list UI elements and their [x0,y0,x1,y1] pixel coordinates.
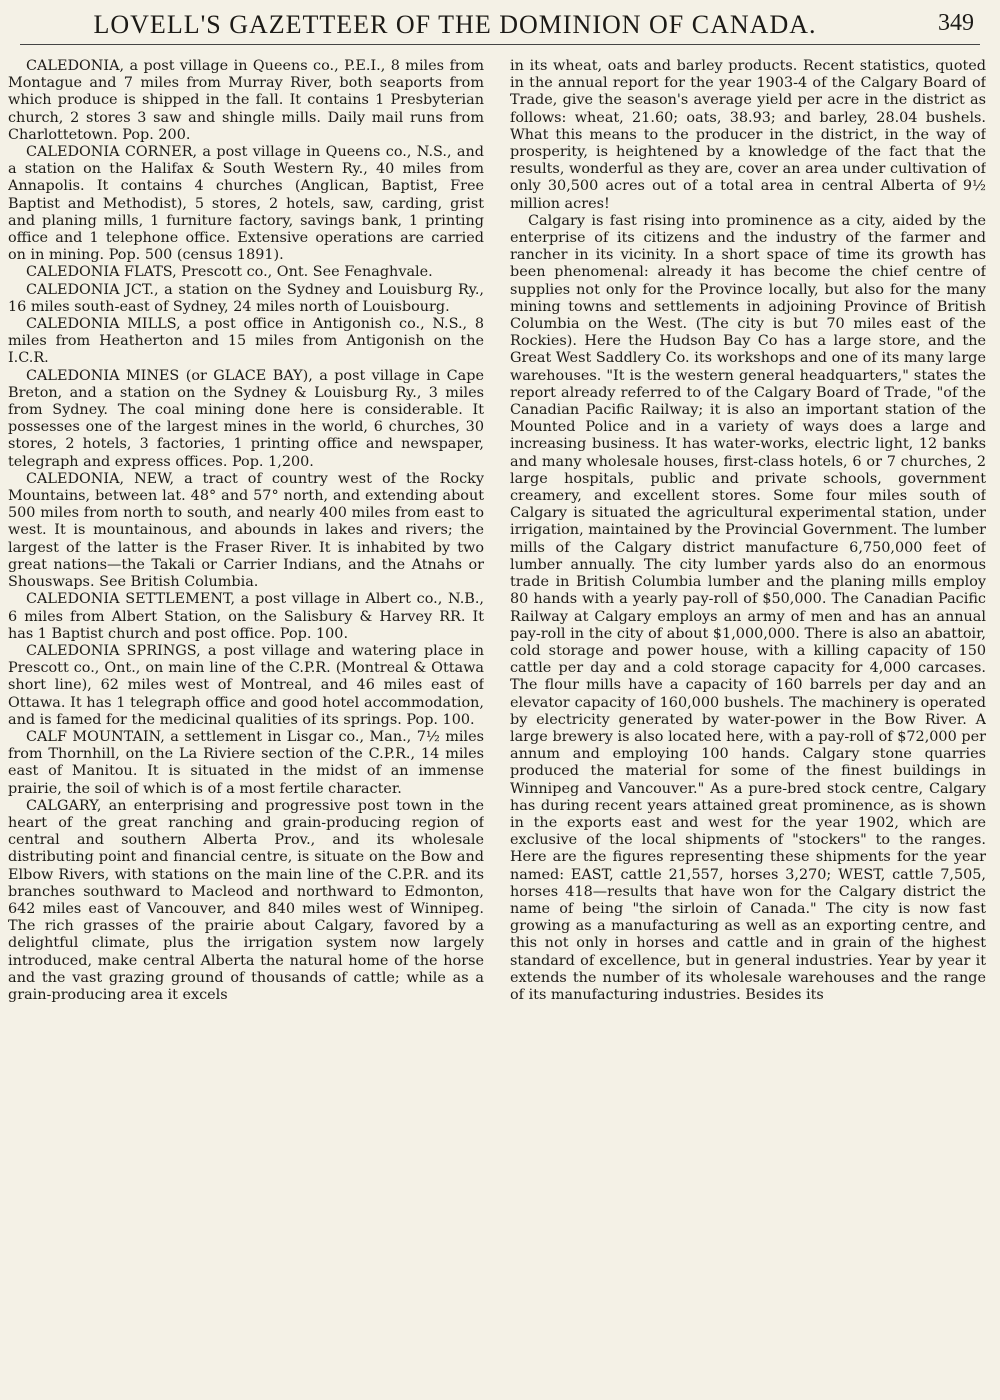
gazetteer-entry [8,144,484,264]
entry-text: , a tract of country west of the Rocky Mountains, between lat. 48° and 57° north, and extending about 500 miles from north to south, and nearly 400 miles from east to west. It is mountainous, and abounds in lakes and rivers; the largest of the latter is the Fraser River. It is inhabited by two great nations—the Takali or Carrier Indians, and the Atnahs or Shouswaps. See British Columbia. [8,470,484,591]
gazetteer-entry [8,58,484,144]
entry-text: , an enterprising and progressive post town in the heart of the great ranching and grain-producing region of central and southern Alberta Prov., and its wholesale distributing point and financial centre, is situate on the Bow and Elbow Rivers, with stations on the main line of the C.P.R. and its branches southward to Macleod and northward to Edmonton, 642 miles east of Vancouver, and 840 miles west of Winnipeg. The rich grasses of the prairie about Calgary, favored by a delightful climate, plus the irrigation system now largely introduced, make central Alberta the natural home of the horse and the vast grazing ground of thousands of cattle; while as a grain-producing area it excels [8,797,484,1003]
entry-headword: CALEDONIA FLATS [26,264,173,281]
entry-headword: CALEDONIA, NEW [26,470,170,487]
gazetteer-entry [8,643,484,729]
entry-text: , a settlement in Lisgar co., Man., 7½ miles from Thornhill, on the La Riviere section of the C.P.R., 14 miles east of Manitou. It is situated in the midst of an immense prairie, the soil of which is of a most fertile character. [8,728,484,797]
entry-headword: CALEDONIA MILLS [26,316,177,333]
gazetteer-entry [8,471,484,591]
gazetteer-entry [8,729,484,798]
entry-text: , Prescott co., Ont. See Fenaghvale. [172,264,433,281]
entry-text: , a post village and watering place in Prescott co., Ont., on main line of the C.P.R. (Montreal & Ottawa short line), 62 miles west of Montreal, and 46 miles east of Ottawa. It has 1 telegraph office and good hotel accommodation, and is famed for the medicinal qualities of its springs. Pop. 100. [8,642,484,728]
entry-headword: CALEDONIA [26,58,120,74]
gazetteer-entry [8,591,484,643]
entry-text: , a post village in Queens co., P.E.I., 8 miles from Montague and 7 miles from Murray River, both seaports from which produce is shipped in the fall. It contains 1 Presbyterian church, 2 stores 3 saw and shingle mills. Daily mail runs from Charlottetown. Pop. 200. [8,58,484,143]
body-paragraph: Calgary is fast rising into prominence as a city, aided by the enterprise of its citizens and the industry of the farmer and rancher in its vicinity. In a short space of time its growth has been phenomenal: already it has become the chief centre of supplies not only for the Province locally, but also for the many mining towns and settlements in adjoining Province of British Columbia on the West. (The city is but 70 miles east of the Rockies). Here the Hudson Bay Co has a large store, and the Great West Saddlery Co. its workshops and one of its many large warehouses. "It is the western general headquarters," states the report already referred to of the Calgary Board of Trade, "of the Canadian Pacific Railway; it is also an important station of the Mounted Police and in a variety of ways does a large and increasing business. It has water-works, electric light, 12 banks and many wholesale houses, first-class hotels, 6 or 7 churches, 2 large hospitals, public and private schools, government creamery, and excellent stores. Some four miles south of Calgary is situated the agricultural experimental station, under irrigation, maintained by the Provincial Government. The lumber mills of the Calgary district manufacture 6,750,000 feet of lumber annually. The city lumber yards also do an enormous trade in British Columbia lumber and the planing mills employ 80 hands with a yearly pay-roll of $50,000. The Canadian Pacific Railway at Calgary employs an army of men and has an annual pay-roll in the city of about $1,000,000. There is also an abattoir, cold storage and power house, with a killing capacity of 150 cattle per day and a cold storage capacity for 4,000 carcases. The flour mills have a capacity of 160 barrels per day and an elevator capacity of 160,000 bushels. The machinery is operated by electricity generated by water-power in the Bow River. A large brewery is also located here, with a pay-roll of $72,000 per annum and employing 100 hands. Calgary stone quarries produced the material for some of the finest buildings in Winnipeg and Vancouver." As a pure-bred stock centre, Calgary has during recent years attained great prominence, as is shown in the exports east and west for the year 1902, which are exclusive of the local shipments of "stockers" to the ranges. Here are the figures representing these shipments for the year named: EAST, cattle 21,557, horses 3,270; WEST, cattle 7,505, horses 418—results that have won for the Calgary district the name of being "the sirloin of Canada." The city is now fast growing as a manufacturing as well as an exporting centre, and this not only in horses and cattle and in grain of the highest standard of excellence, but in general industries. Year by year it extends the number of its wholesale warehouses and the range of its manufacturing industries. Besides its [510,212,986,1003]
entry-text: , a post office in Antigonish co., N.S., 8 miles from Heatherton and 15 miles from Antigonish on the I.C.R. [8,316,484,367]
entry-headword: CALEDONIA MINES (or GLACE BAY) [26,367,309,384]
entry-headword: CALGARY [26,797,97,814]
entry-headword: CALEDONIA SPRINGS [26,642,197,659]
continued-paragraph: in its wheat, oats and barley products. Recent statistics, quoted in the annual report for the year 1903-4 of the Calgary Board of Trade, give the season's average yield per acre in the district as follows: wheat, 21.60; oats, 38.93; and barley, 28.04 bushels. What this means to the producer in the district, in the way of prosperity, is heightened by a knowledge of the fact that the results, wonderful as they are, cover an area under cultivation of only 30,500 acres out of a total area in central Alberta of 9½ million acres! [510,58,986,212]
page-header [20,4,980,45]
left-column [8,58,484,1388]
entry-headword: CALEDONIA JCT. [26,281,154,298]
entry-headword: CALEDONIA CORNER [26,144,193,161]
gazetteer-entry [8,368,484,471]
entry-text: , a post village in Cape Breton, and a station on the Sydney & Louisburg Ry., 3 miles from Sydney. The coal mining done here is considerable. It possesses one of the largest mines in the world, 6 churches, 30 stores, 2 hotels, 3 factories, 1 printing office and newspaper, telegraph and express offices. Pop. 1,200. [8,367,484,470]
entry-headword: CALEDONIA SETTLEMENT [26,591,231,608]
gazetteer-entry [8,316,484,368]
entry-text: , a post village in Queens co., N.S., and a station on the Halifax & South Western Ry., 40 miles from Annapolis. It contains 4 churches (Anglican, Baptist, Free Baptist and Methodist), 5 stores, 2 hotels, saw, carding, grist and planing mills, 1 furniture factory, savings bank, 1 printing office and 1 telephone office. Extensive operations are carried on in mining. Pop. 500 (census 1891). [8,144,484,264]
entry-text: , a post village in Albert co., N.B., 6 miles from Albert Station, on the Salisbury & Harvey RR. It has 1 Baptist church and post office. Pop. 100. [8,591,484,642]
gazetteer-entry [8,798,484,1004]
running-title: LOVELL'S GAZETTEER OF THE DOMINION OF CANADA. [93,10,817,39]
gazetteer-entry [8,264,484,281]
right-column [510,58,986,1388]
page-number: 349 [938,10,974,36]
gazetteer-entry [8,282,484,316]
entry-text: , a station on the Sydney and Louisburg Ry., 16 miles south-east of Sydney, 24 miles north of Louisbourg. [8,281,484,315]
entry-headword: CALF MOUNTAIN [26,728,161,745]
